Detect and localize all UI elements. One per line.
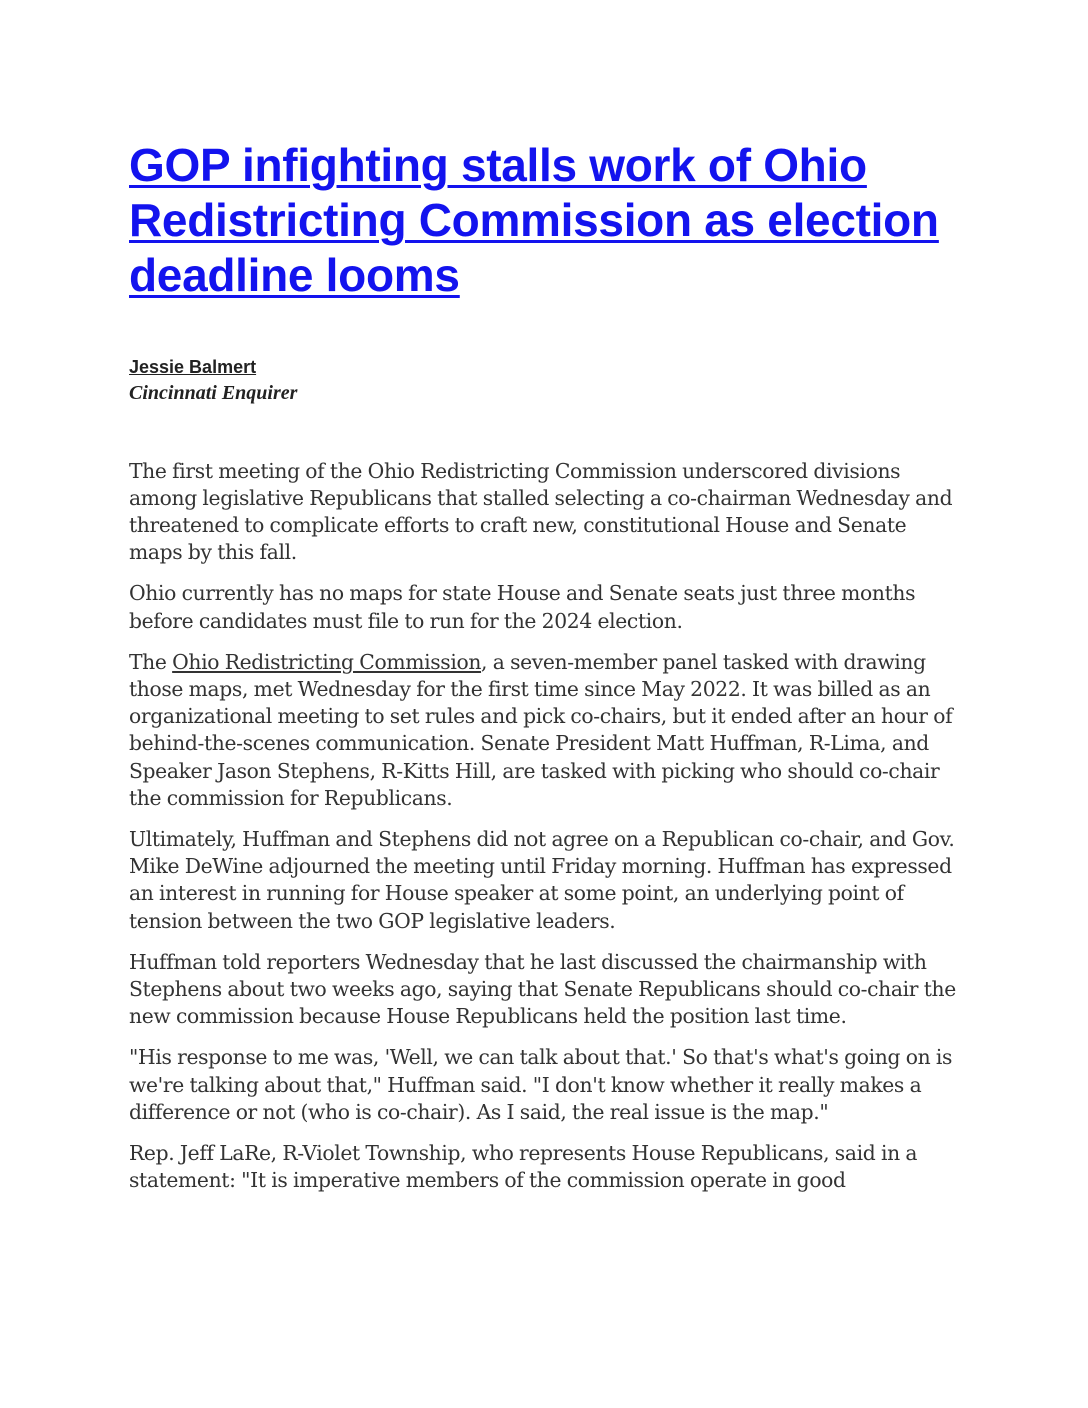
- paragraph-7: Rep. Jeff LaRe, R-Violet Township, who represents House Republicans, said in a statement: "It is imperative members of the commission operate in good: [129, 1141, 918, 1193]
- article: [129, 138, 965, 1208]
- byline: [129, 356, 965, 406]
- source-name: Cincinnati Enquirer: [129, 381, 298, 404]
- paragraph-5: Huffman told reporters Wednesday that he last discussed the chairmanship with Stephens about two weeks ago, saying that Senate Republicans should co-chair the new commission because House Republicans held the position last time.: [129, 949, 956, 1029]
- article-body: [129, 458, 965, 1195]
- paragraph-2: Ohio currently has no maps for state House and Senate seats just three months before candidates must file to run for the 2024 election.: [129, 581, 916, 633]
- paragraph-1: The first meeting of the Ohio Redistricting Commission underscored divisions among legislative Republicans that stalled selecting a co-chairman Wednesday and threatened to complicate efforts to craft new, constitutional House and Senate maps by this fall.: [129, 458, 953, 565]
- ohio-redistricting-commission-link[interactable]: Ohio Redistricting Commission: [172, 649, 482, 674]
- headline-link[interactable]: GOP infighting stalls work of Ohio Redistricting Commission as election deadline looms: [129, 139, 939, 302]
- paragraph-3-prefix: The: [129, 649, 173, 674]
- author-link[interactable]: Jessie Balmert: [129, 356, 257, 377]
- paragraph-3-suffix: , a seven-member panel tasked with drawing those maps, met Wednesday for the first time since May 2022. It was billed as an organizational meeting to set rules and pick co-chairs, but it ended after an hour of behind-the-scenes communication. Senate President Matt Huffman, R-Lima, and Speaker Jason Stephens, R-Kitts Hill, are tasked with picking who should co-chair the commission for Republicans.: [129, 649, 953, 810]
- paragraph-6: "His response to me was, 'Well, we can talk about that.' So that's what's going on is we're talking about that," Huffman said. "I don't know whether it really makes a difference or not (who is co-chair). As I said, the real issue is the map.": [129, 1045, 953, 1124]
- paragraph-3: [129, 649, 965, 812]
- article-headline[interactable]: [129, 138, 965, 304]
- paragraph-4: Ultimately, Huffman and Stephens did not agree on a Republican co-chair, and Gov. Mike DeWine adjourned the meeting until Friday morning. Huffman has expressed an interest in running for House speaker at some point, an underlying point of tension between the two GOP legislative leaders.: [129, 827, 955, 933]
